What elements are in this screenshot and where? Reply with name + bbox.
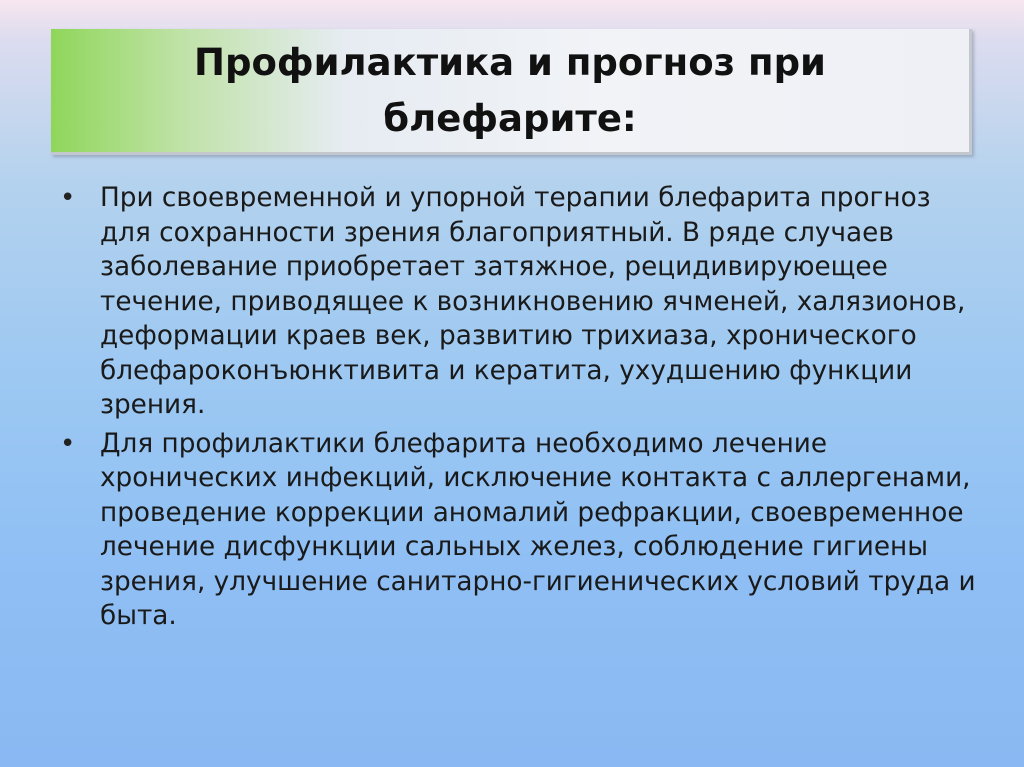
bullet-item-prevention (60, 427, 980, 634)
bullet-dot-icon: • (60, 183, 76, 213)
bullet-dot-icon: • (60, 428, 76, 459)
slide-title: Профилактика и прогноз при блефарите: (194, 40, 826, 140)
bullet-item-prognosis (60, 181, 980, 423)
bullet-list (60, 181, 980, 638)
bullet-text-prognosis: При своевременной и упорной терапии блефарита прогноз для сохранности зрения благоприятный. В ряде случаев заболевание приобретает затяжное, рецидивируюещее течение, приводящее к возникновению ячменей, халязионов, деформации краев век, развитию трихиаза, хронического блефароконъюнктивита и кератита, ухудшению функции зрения. (100, 183, 966, 420)
bullet-text-prevention: Для профилактики блефарита необходимо лечение хронических инфекций, исключение контакта с аллергенами, проведение коррекции аномалий рефракции, своевременное лечение дисфункции сальных желез, соблюдение гигиены зрения, улучшение санитарно-гигиенических условий труда и быта. (100, 428, 976, 631)
title-box (51, 29, 972, 155)
